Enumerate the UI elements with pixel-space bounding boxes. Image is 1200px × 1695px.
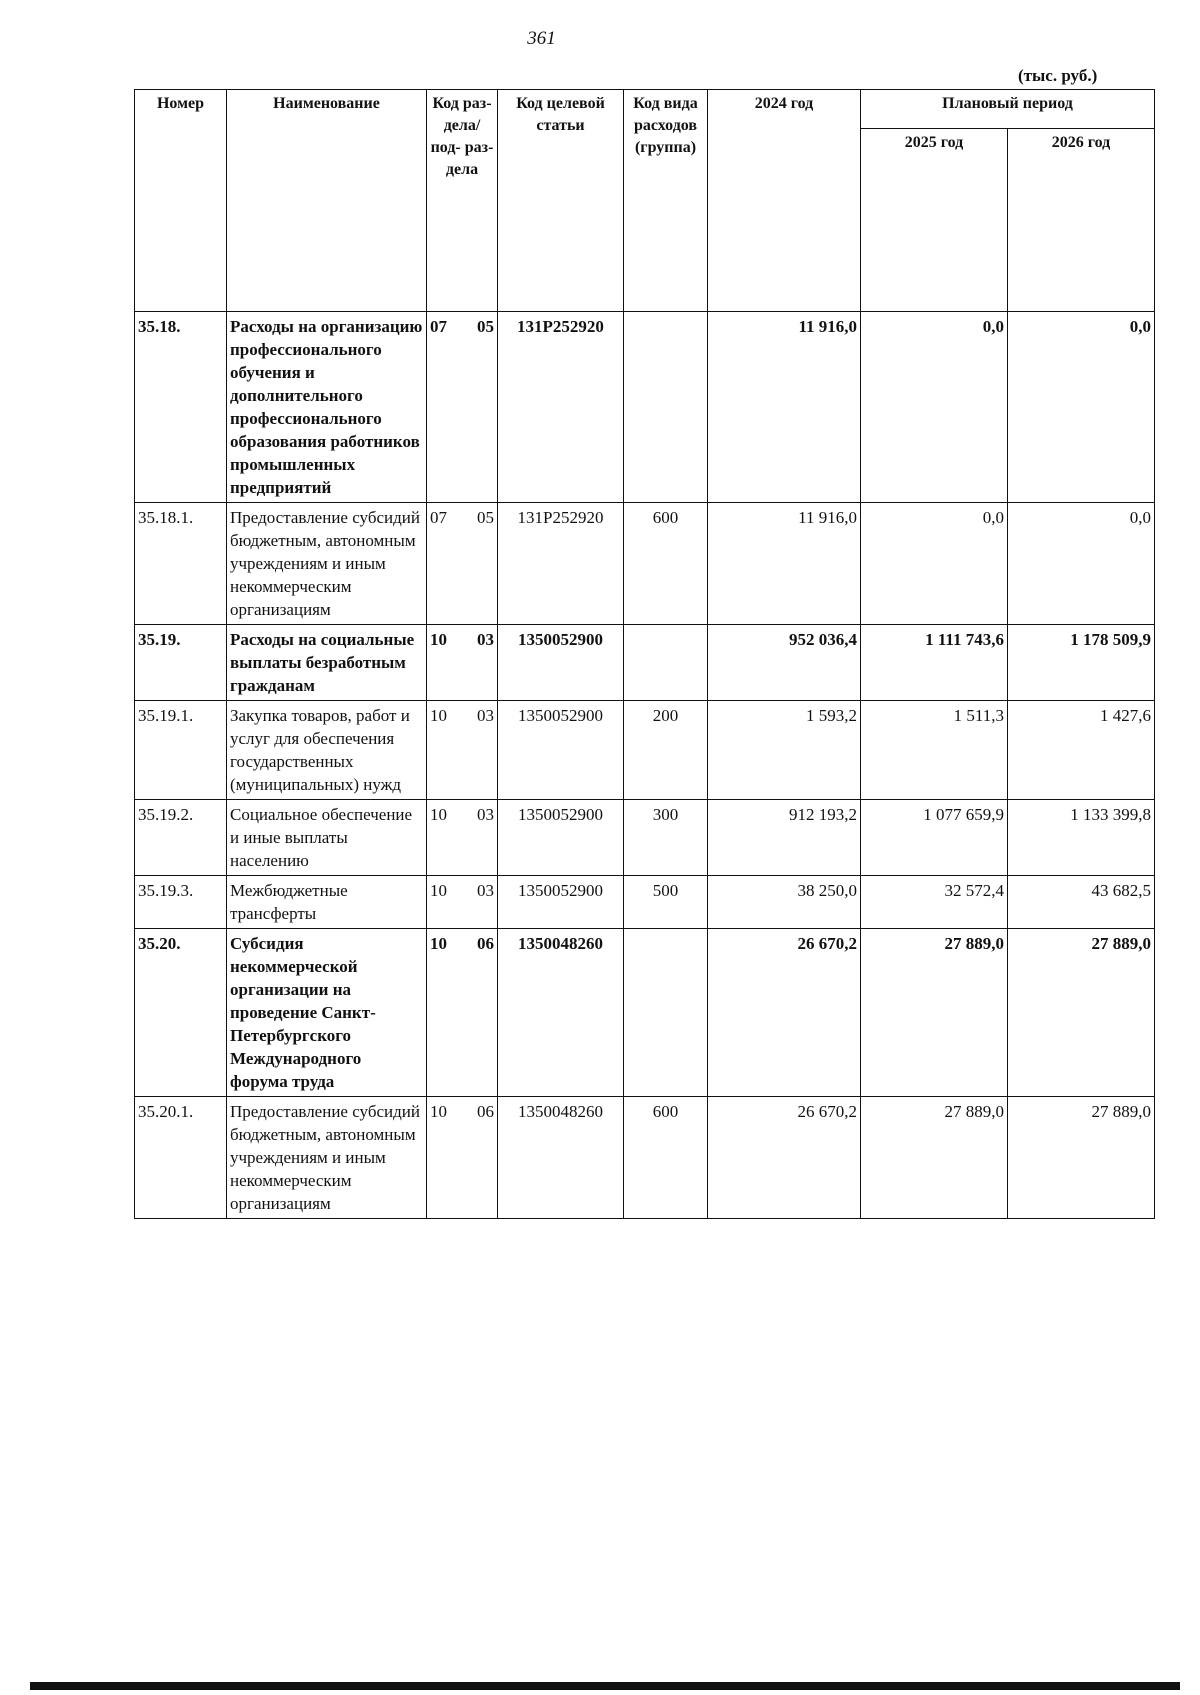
row-razdel — [427, 800, 498, 876]
row-2026: 1 178 509,9 — [1008, 625, 1155, 701]
row-2024: 11 916,0 — [708, 503, 861, 625]
podrazdel-code: 03 — [477, 805, 494, 824]
header-2025: 2025 год — [861, 129, 1008, 312]
row-2026: 27 889,0 — [1008, 1097, 1155, 1219]
row-statya: 1350052900 — [498, 876, 624, 929]
table-row — [135, 503, 1155, 625]
table-row — [135, 625, 1155, 701]
row-2024: 26 670,2 — [708, 929, 861, 1097]
row-razdel — [427, 1097, 498, 1219]
table-row — [135, 876, 1155, 929]
podrazdel-code: 03 — [477, 706, 494, 725]
razdel-code: 10 — [430, 881, 447, 900]
header-plan-period: Плановый период — [861, 90, 1155, 129]
row-statya: 1350048260 — [498, 929, 624, 1097]
razdel-code: 10 — [430, 630, 447, 649]
row-razdel — [427, 312, 498, 503]
row-vid — [624, 929, 708, 1097]
row-2026: 1 427,6 — [1008, 701, 1155, 800]
row-2025: 1 511,3 — [861, 701, 1008, 800]
row-number: 35.18.1. — [135, 503, 227, 625]
row-number: 35.20.1. — [135, 1097, 227, 1219]
row-2024: 952 036,4 — [708, 625, 861, 701]
row-name: Закупка товаров, работ и услуг для обеспечения государственных (муниципальных) нужд — [227, 701, 427, 800]
row-vid: 200 — [624, 701, 708, 800]
razdel-code: 07 — [430, 508, 447, 527]
row-2024: 26 670,2 — [708, 1097, 861, 1219]
row-vid: 500 — [624, 876, 708, 929]
header-vid: Код вида расходов (группа) — [624, 90, 708, 312]
razdel-code: 10 — [430, 805, 447, 824]
row-2024: 38 250,0 — [708, 876, 861, 929]
razdel-code: 07 — [430, 317, 447, 336]
row-statya: 131P252920 — [498, 312, 624, 503]
row-razdel — [427, 929, 498, 1097]
row-number: 35.18. — [135, 312, 227, 503]
row-number: 35.19.3. — [135, 876, 227, 929]
row-2025: 27 889,0 — [861, 929, 1008, 1097]
row-statya: 1350048260 — [498, 1097, 624, 1219]
header-razdel: Код раз- дела/ под- раз- дела — [427, 90, 498, 312]
row-2026: 0,0 — [1008, 312, 1155, 503]
podrazdel-code: 03 — [477, 630, 494, 649]
row-number: 35.19.1. — [135, 701, 227, 800]
row-razdel — [427, 503, 498, 625]
row-vid: 300 — [624, 800, 708, 876]
row-statya: 1350052900 — [498, 625, 624, 701]
row-2025: 0,0 — [861, 312, 1008, 503]
header-2024: 2024 год — [708, 90, 861, 312]
row-vid — [624, 625, 708, 701]
row-razdel — [427, 625, 498, 701]
row-2025: 1 077 659,9 — [861, 800, 1008, 876]
row-name: Расходы на социальные выплаты безработным гражданам — [227, 625, 427, 701]
row-2025: 27 889,0 — [861, 1097, 1008, 1219]
row-vid: 600 — [624, 1097, 708, 1219]
row-statya: 1350052900 — [498, 701, 624, 800]
row-2026: 1 133 399,8 — [1008, 800, 1155, 876]
budget-table — [134, 89, 1155, 1219]
row-vid — [624, 312, 708, 503]
table-row — [135, 929, 1155, 1097]
scan-edge-bar — [30, 1682, 1180, 1690]
row-2026: 0,0 — [1008, 503, 1155, 625]
row-razdel — [427, 876, 498, 929]
row-number: 35.19. — [135, 625, 227, 701]
row-2026: 27 889,0 — [1008, 929, 1155, 1097]
table-row — [135, 800, 1155, 876]
razdel-code: 10 — [430, 1102, 447, 1121]
podrazdel-code: 06 — [477, 1102, 494, 1121]
header-2026: 2026 год — [1008, 129, 1155, 312]
row-2024: 11 916,0 — [708, 312, 861, 503]
row-number: 35.19.2. — [135, 800, 227, 876]
row-vid: 600 — [624, 503, 708, 625]
header-nomer: Номер — [135, 90, 227, 312]
podrazdel-code: 06 — [477, 934, 494, 953]
podrazdel-code: 05 — [477, 508, 494, 527]
row-name: Предоставление субсидий бюджетным, автономным учреждениям и иным некоммерческим организациям — [227, 503, 427, 625]
row-name: Субсидия некоммерческой организации на проведение Санкт-Петербургского Международного форума труда — [227, 929, 427, 1097]
table-row — [135, 312, 1155, 503]
podrazdel-code: 03 — [477, 881, 494, 900]
razdel-code: 10 — [430, 934, 447, 953]
row-statya: 1350052900 — [498, 800, 624, 876]
page-number: 361 — [527, 28, 556, 49]
row-name: Расходы на организацию профессионального обучения и дополнительного профессионального образования работников промышленных предприятий — [227, 312, 427, 503]
row-2024: 1 593,2 — [708, 701, 861, 800]
row-razdel — [427, 701, 498, 800]
table-row — [135, 701, 1155, 800]
razdel-code: 10 — [430, 706, 447, 725]
row-2025: 32 572,4 — [861, 876, 1008, 929]
table-row — [135, 1097, 1155, 1219]
row-name: Предоставление субсидий бюджетным, автономным учреждениям и иным некоммерческим организациям — [227, 1097, 427, 1219]
row-2025: 1 111 743,6 — [861, 625, 1008, 701]
row-2026: 43 682,5 — [1008, 876, 1155, 929]
row-name: Социальное обеспечение и иные выплаты населению — [227, 800, 427, 876]
units-label: (тыс. руб.) — [1018, 66, 1098, 85]
header-name: Наименование — [227, 90, 427, 312]
row-name: Межбюджетные трансферты — [227, 876, 427, 929]
podrazdel-code: 05 — [477, 317, 494, 336]
row-statya: 131P252920 — [498, 503, 624, 625]
row-2024: 912 193,2 — [708, 800, 861, 876]
header-statya: Код целевой статьи — [498, 90, 624, 312]
row-2025: 0,0 — [861, 503, 1008, 625]
row-number: 35.20. — [135, 929, 227, 1097]
